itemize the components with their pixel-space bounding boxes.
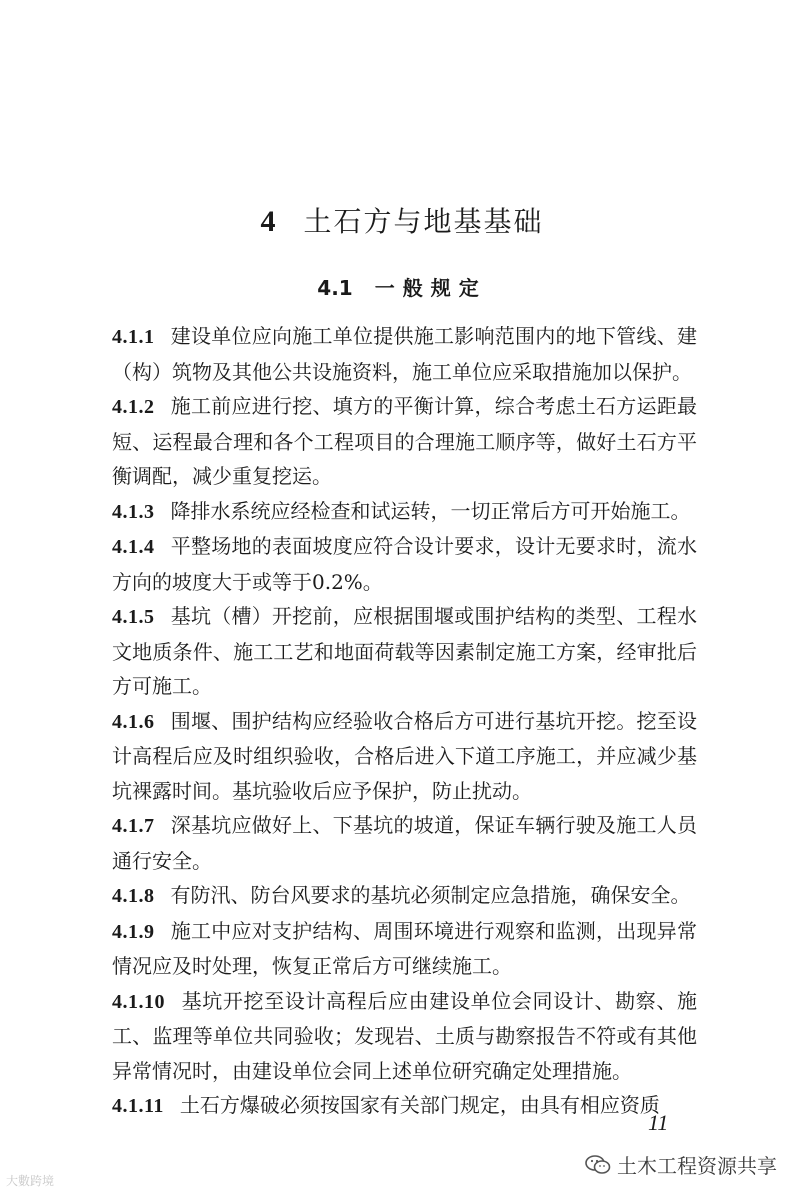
chapter-title (0, 200, 804, 240)
clause-text: 围堰、围护结构应经验收合格后方可进行基坑开挖。挖至设计高程后应及时组织验收，合格后进入下道工序施工，并应减少基坑裸露时间。基坑验收后应予保护，防止扰动。 (112, 708, 697, 803)
clause-text: 平整场地的表面坡度应符合设计要求，设计无要求时，流水方向的坡度大于或等于0.2%。 (112, 534, 697, 594)
clause-number: 4.1.8 (112, 885, 155, 907)
clause-number: 4.1.5 (112, 606, 155, 628)
clause-4-1-1 (112, 319, 697, 389)
clause-number: 4.1.2 (112, 396, 155, 418)
watermark-left (6, 1172, 54, 1189)
clause-4-1-5 (112, 599, 697, 704)
clause-text: 基坑（槽）开挖前，应根据围堰或围护结构的类型、工程水文地质条件、施工工艺和地面荷载等因素制定施工方案，经审批后方可施工。 (112, 604, 697, 698)
watermark-right (585, 1150, 777, 1179)
clause-4-1-8 (112, 878, 697, 914)
clause-4-1-10 (112, 984, 697, 1089)
watermark-right-text: 土木工程资源共享 (617, 1154, 777, 1178)
clause-4-1-9 (112, 914, 697, 984)
section-title-text: 一般规定 (374, 276, 487, 300)
clause-number: 4.1.6 (112, 710, 155, 733)
section-title (0, 272, 804, 301)
watermark-left-text: 大數跨境 (6, 1174, 55, 1188)
clause-4-1-2 (112, 389, 697, 494)
clause-text: 建设单位应向施工单位提供施工影响范围内的地下管线、建（构）筑物及其他公共设施资料，施工单位应采取措施加以保护。 (112, 324, 697, 384)
clause-4-1-6 (112, 704, 697, 809)
clause-text: 土石方爆破必须按国家有关部门规定，由具有相应资质 (179, 1093, 660, 1117)
clause-number: 4.1.10 (112, 990, 165, 1013)
clause-number: 4.1.4 (112, 536, 155, 558)
clause-4-1-4 (112, 529, 697, 599)
clause-number: 4.1.11 (112, 1095, 164, 1117)
clause-number: 4.1.9 (112, 920, 155, 943)
clause-list (112, 319, 697, 1124)
clause-text: 施工中应对支护结构、周围环境进行观察和监测，出现异常情况应及时处理，恢复正常后方可继续施工。 (112, 918, 697, 978)
wechat-icon (585, 1154, 611, 1176)
chapter-number: 4 (260, 205, 278, 238)
page-number: 11 (648, 1110, 669, 1135)
section-number: 4.1 (317, 276, 353, 300)
clause-4-1-3 (112, 494, 697, 530)
clause-text: 有防汛、防台风要求的基坑必须制定应急措施，确保安全。 (170, 883, 691, 907)
clause-text: 降排水系统应经检查和试运转，一切正常后方可开始施工。 (170, 498, 691, 523)
clause-text: 施工前应进行挖、填方的平衡计算，综合考虑土石方运距最短、运程最合理和各个工程项目的合理施工顺序等，做好土石方平衡调配，减少重复挖运。 (112, 394, 697, 488)
clause-text: 基坑开挖至设计高程后应由建设单位会同设计、勘察、施工、监理等单位共同验收；发现岩、土质与勘察报告不符或有其他异常情况时，由建设单位会同上述单位研究确定处理措施。 (112, 988, 697, 1083)
clause-4-1-7 (112, 808, 697, 878)
clause-text: 深基坑应做好上、下基坑的坡道，保证车辆行驶及施工人员通行安全。 (112, 813, 697, 873)
clause-number: 4.1.1 (112, 326, 155, 348)
clause-4-1-11 (112, 1088, 697, 1124)
chapter-title-text: 土石方与地基基础 (303, 205, 544, 238)
clause-number: 4.1.3 (112, 500, 155, 523)
clause-number: 4.1.7 (112, 815, 155, 837)
